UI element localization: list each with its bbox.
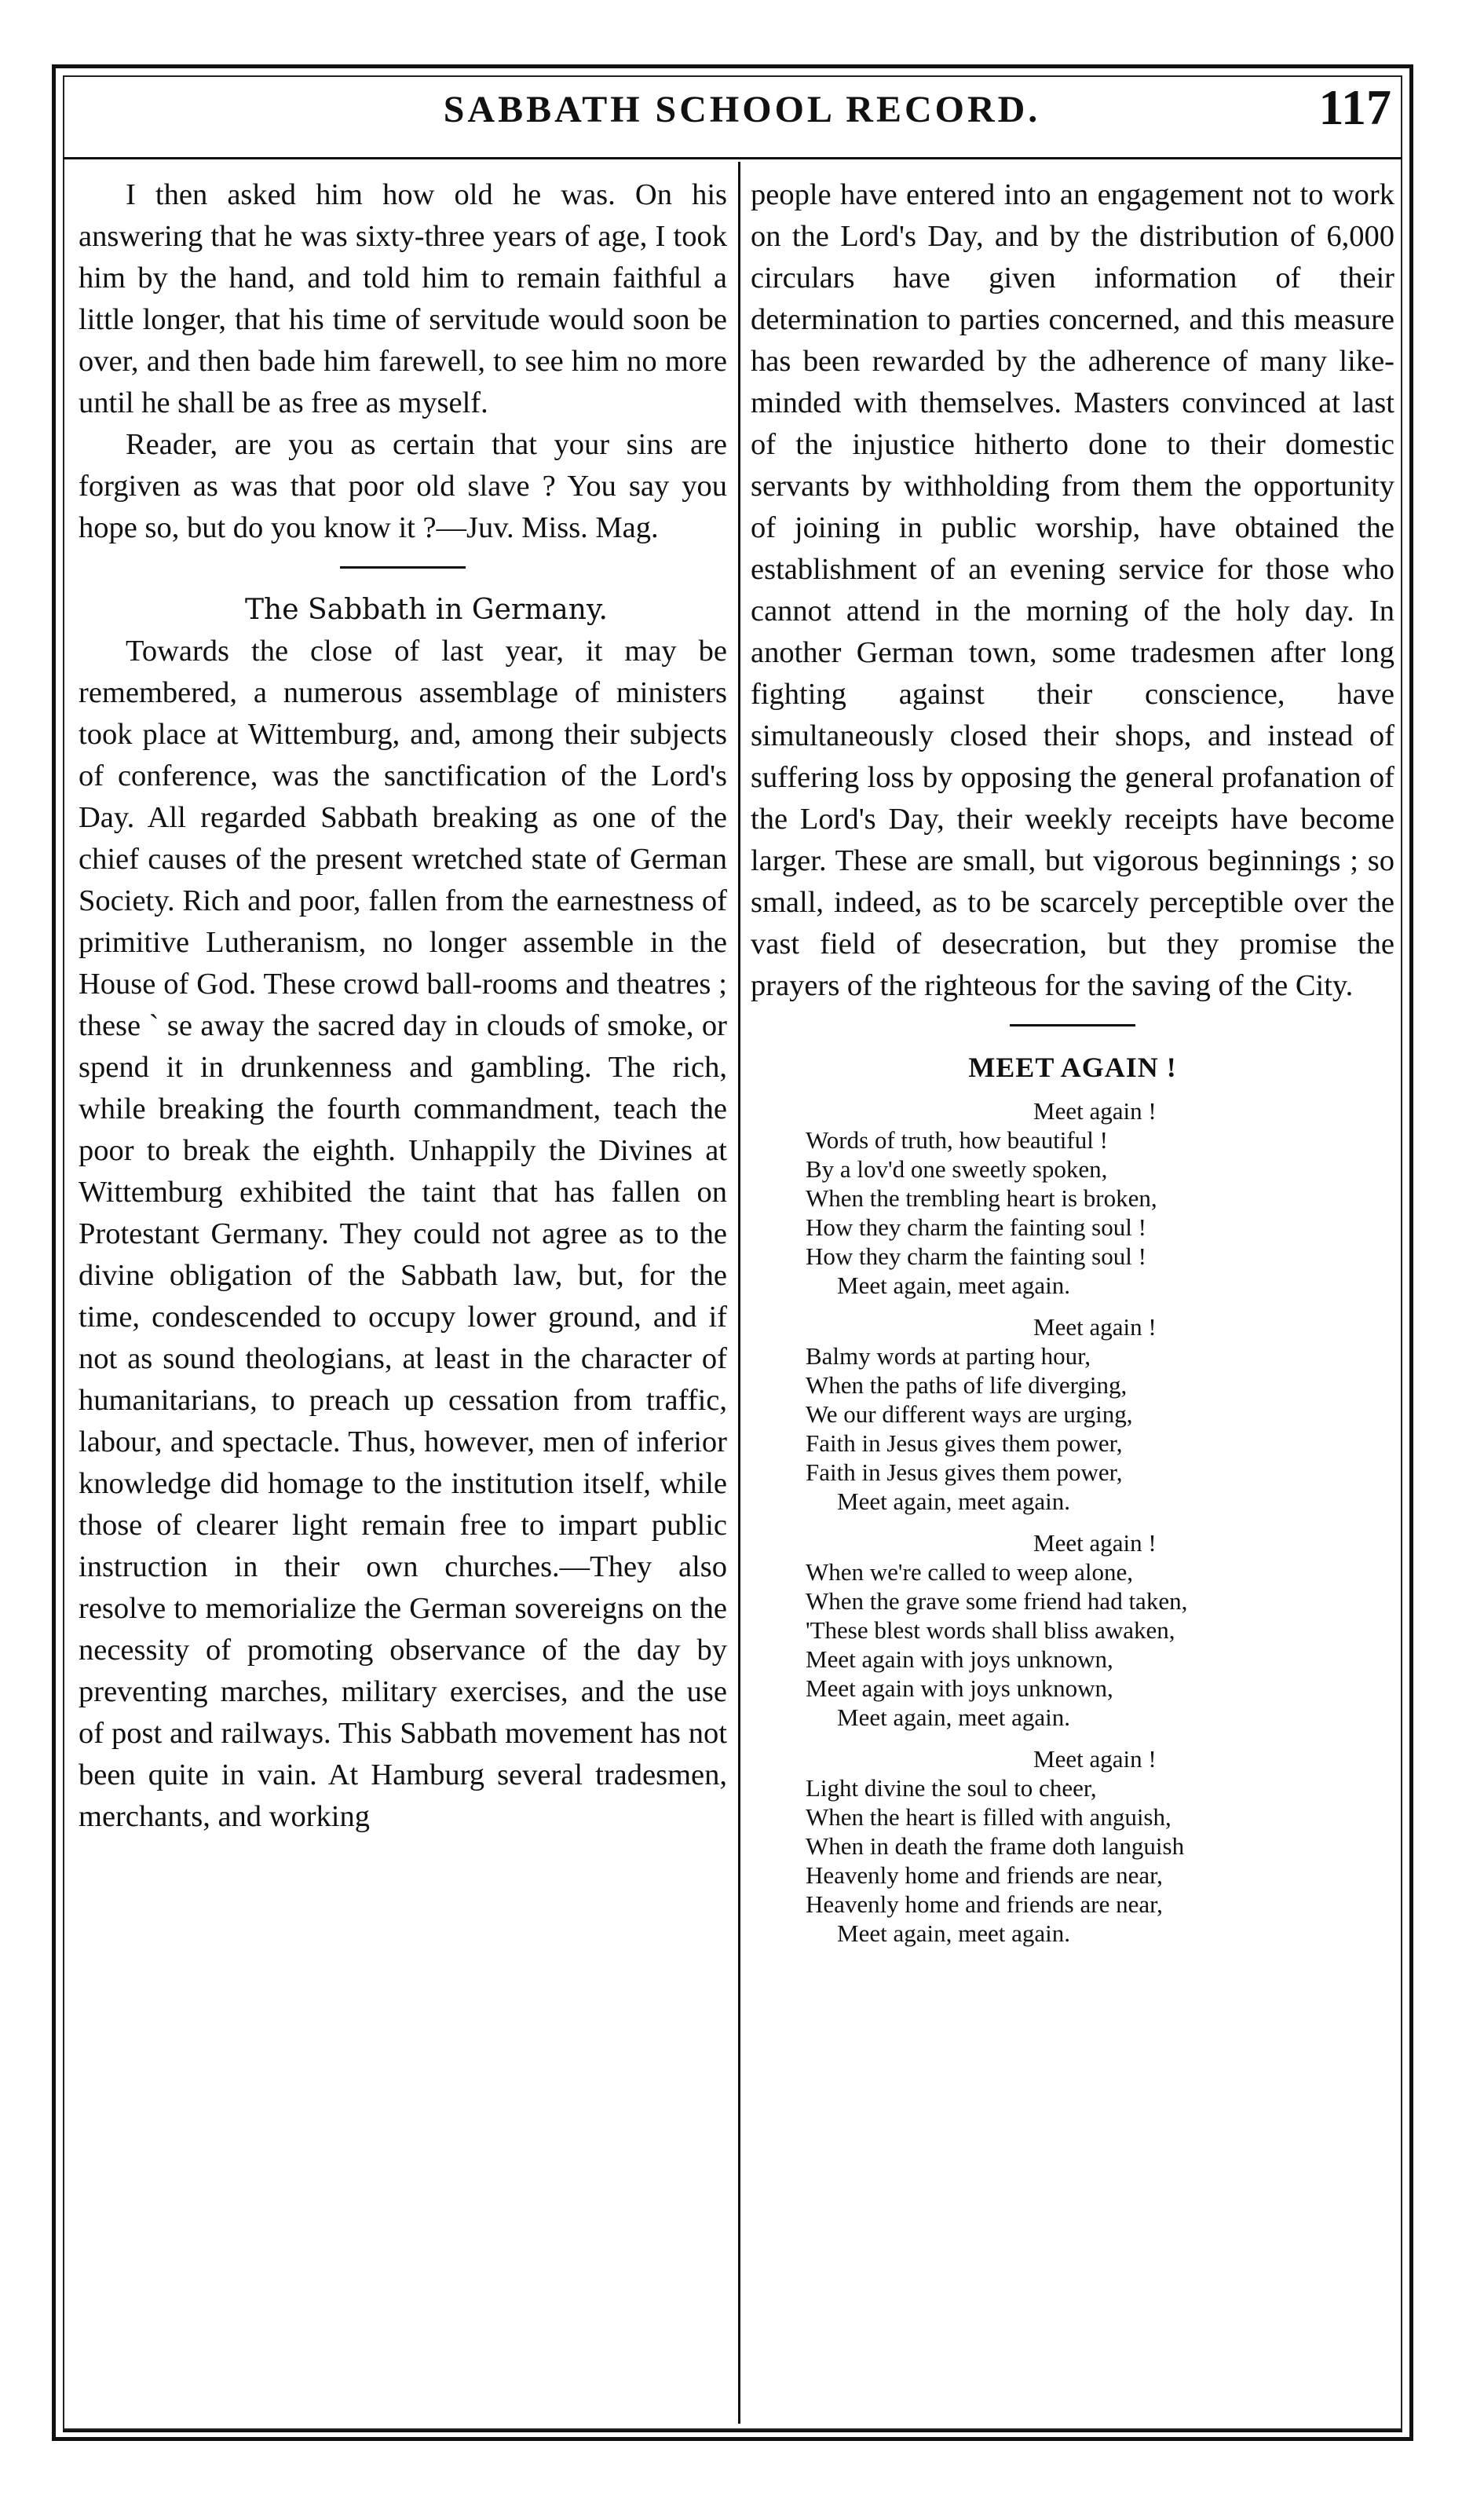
column-divider (738, 162, 740, 2424)
poem-line: We our different ways are urging, (806, 1400, 1133, 1428)
poem-stanza (806, 1312, 1394, 1516)
poem-refrain: Meet again, meet again. (837, 1488, 1070, 1515)
poem-line: Faith in Jesus gives them power, (806, 1458, 1123, 1486)
poem-line: By a lov'd one sweetly spoken, (806, 1155, 1108, 1183)
stanza-heading: Meet again ! (1033, 1745, 1157, 1773)
running-header-title: SABBATH SCHOOL RECORD. (443, 89, 1041, 130)
poem-line: 'These blest words shall bliss awaken, (806, 1616, 1175, 1644)
poem-stanza (806, 1096, 1394, 1300)
poem-line: Balmy words at parting hour, (806, 1342, 1091, 1370)
poem-line: Meet again with joys unknown, (806, 1674, 1113, 1702)
paragraph: people have entered into an engagement not to work on the Lord's Day, and by the distribution of 6,000 circulars have given information of their determination to parties concerned, and this measure has been rewarded by the adherence of many like-minded with themselves. Masters convinced at last of the injustice hitherto done to their domestic servants by withholding from them the opportunity of joining in public worship, have obtained the establishment of an evening service for those who cannot attend in the morning of the holy day. In another German town, some tradesmen after long fighting against their conscience, have simultaneously closed their shops, and instead of suffering loss by opposing the general profanation of the Lord's Day, their weekly receipts have become larger. These are small, but vigorous beginnings ; so small, indeed, as to be scarcely perceptible over the vast field of desecration, but they promise the prayers of the righteous for the saving of the City. (751, 178, 1394, 1002)
poem-refrain: Meet again, meet again. (837, 1272, 1070, 1299)
poem-refrain: Meet again, meet again. (837, 1703, 1070, 1731)
poem-line: Meet again with joys unknown, (806, 1645, 1113, 1673)
paragraph: I then asked him how old he was. On his answering that he was sixty-three years of age, I took him by the hand, and told him to remain faithful a little longer, that his time of servitude would soon be over, and then bade him farewell, to see him no more until he shall be as free as myself. (79, 178, 727, 419)
poem-refrain: Meet again, meet again. (837, 1919, 1070, 1947)
stanza-heading: Meet again ! (1033, 1529, 1157, 1557)
section-heading: The Sabbath in Germany. (245, 594, 608, 626)
poem-line: Light divine the soul to cheer, (806, 1774, 1097, 1802)
poem-line: How they charm the fainting soul ! (806, 1242, 1146, 1270)
poem-title: MEET AGAIN ! (968, 1052, 1177, 1083)
poem-line: Faith in Jesus gives them power, (806, 1429, 1123, 1457)
poem (751, 1096, 1394, 1948)
poem-line: Heavenly home and friends are near, (806, 1861, 1163, 1889)
poem-line: Words of truth, how beautiful ! (806, 1126, 1108, 1154)
stanza-heading: Meet again ! (1033, 1097, 1157, 1125)
poem-line: When in death the frame doth languish (806, 1832, 1185, 1860)
poem-line: When the paths of life diverging, (806, 1371, 1128, 1399)
poem-stanza (806, 1528, 1394, 1732)
stanza-heading: Meet again ! (1033, 1313, 1157, 1341)
poem-line: How they charm the fainting soul ! (806, 1213, 1146, 1241)
left-column (79, 174, 727, 1838)
poem-line: When we're called to weep alone, (806, 1558, 1133, 1586)
bottom-rule (63, 2430, 1402, 2432)
poem-line: When the trembling heart is broken, (806, 1184, 1157, 1212)
header-rule (63, 157, 1402, 159)
right-column (751, 174, 1394, 1960)
section-divider-rule (340, 566, 466, 569)
poem-stanza (806, 1744, 1394, 1948)
section-divider-rule (1010, 1024, 1135, 1026)
paragraph: Towards the close of last year, it may be remembered, a numerous assemblage of ministers took place at Wittemburg, and, among their subjects of conference, was the sanctification of the Lord's Day. All regarded Sabbath breaking as one of the chief causes of the present wretched state of German Society. Rich and poor, fallen from the earnestness of primitive Lutheranism, no longer assemble in the House of God. These crowd ball-rooms and theatres ; these ` se away the sacred day in clouds of smoke, or spend it in drunkenness and gambling. The rich, while breaking the fourth commandment, teach the poor to break the eighth. Unhappily the Divines at Wittemburg exhibited the taint that has fallen on Protestant Germany. They could not agree as to the divine obligation of the Sabbath law, but, for the time, condescended to occupy lower ground, and if not as sound theologians, at least in the character of humanitarians, to preach up cessation from traffic, labour, and spectacle. Thus, however, men of inferior knowledge did homage to the institution itself, while those of clearer light remain free to impart public instruction in their own churches.—They also resolve to memorialize the German sovereigns on the necessity of promoting observance of the day by preventing marches, military exercises, and the use of post and railways. This Sabbath movement has not been quite in vain. At Hamburg several tradesmen, merchants, and working (79, 635, 727, 1833)
poem-line: Heavenly home and friends are near, (806, 1890, 1163, 1918)
poem-line: When the grave some friend had taken, (806, 1587, 1188, 1615)
paragraph: Reader, are you as certain that your sins are forgiven as was that poor old slave ? You say you hope so, but do you know it ?—Juv. Miss. Mag. (79, 428, 727, 544)
poem-line: When the heart is filled with anguish, (806, 1803, 1171, 1831)
page-number: 117 (1318, 79, 1391, 135)
